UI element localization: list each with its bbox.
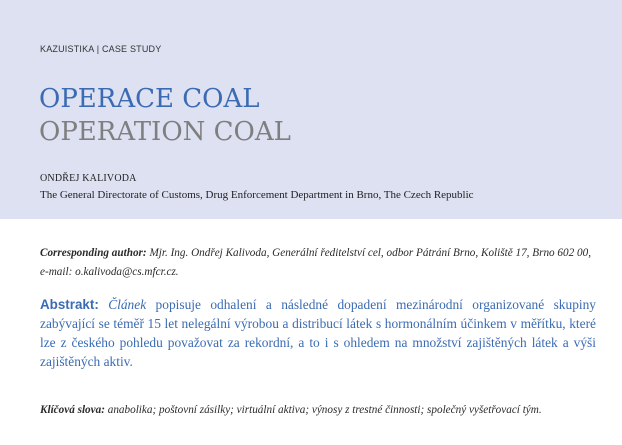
header-band (0, 0, 622, 219)
keywords-text: anabolika; poštovní zásilky; virtuální aktiva; výnosy z trestné činnosti; společný vyšetřovací tým. (104, 404, 542, 416)
keywords (40, 401, 596, 420)
keywords-label: Klíčová slova: (40, 404, 105, 416)
corresponding-author-text: Mjr. Ing. Ondřej Kalivoda, Generální ředitelství cel, odbor Pátrání Brno, Koliště 17, Brno 602 00, e-mail: o.kalivoda@cs.mfcr.cz. (40, 247, 591, 278)
author-name: ONDŘEJ KALIVODA (40, 173, 137, 184)
corresponding-author (40, 244, 592, 282)
abstract-label: Abstrakt: (40, 297, 99, 312)
abstract-text: popisuje odhalení a následné dopadení mezinárodní organizované skupiny zabývající se téměř 15 let nelegální výrobou a distribucí látek s hormonálním účinkem v měřítku, které lze z českého pohledu považovat za rekordní, a to i s ohledem na množství zajištěných látek a výši zajištěných aktiv. (40, 297, 596, 369)
abstract (40, 295, 596, 371)
article-title-czech: OPERACE COAL (39, 84, 260, 114)
article-title-english: OPERATION COAL (39, 117, 291, 147)
abstract-first-word: Článek (108, 297, 147, 312)
author-affiliation: The General Directorate of Customs, Drug Enforcement Department in Brno, The Czech Republic (40, 189, 474, 201)
corresponding-author-label: Corresponding author: (40, 247, 147, 259)
section-label: KAZUISTIKA | CASE STUDY (40, 44, 162, 54)
